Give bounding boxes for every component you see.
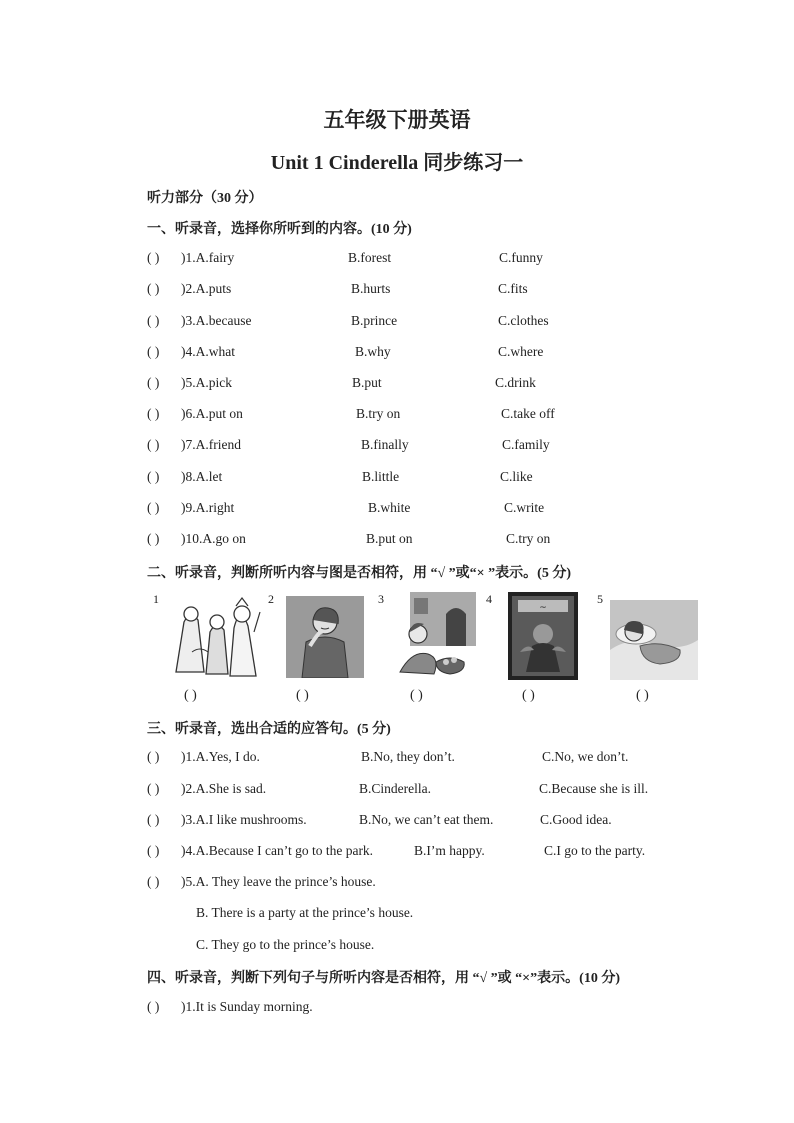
option-b: B.I’m happy. — [414, 843, 485, 858]
picture-number: 4 — [486, 592, 492, 606]
option-c: C.try on — [506, 531, 551, 546]
answer-blank[interactable]: ( ) — [147, 531, 160, 546]
option-b: B.why — [355, 344, 391, 359]
section3-heading: 三、听录音，选出合适的应答句。(5 分) — [147, 722, 391, 737]
answer-blank[interactable]: ( ) — [296, 688, 309, 703]
option-c: C.fits — [498, 281, 528, 296]
option-c: C.drink — [495, 375, 536, 390]
book-cover-icon — [508, 592, 578, 680]
option-a: )2.A.puts — [181, 281, 232, 296]
option-b: B.hurts — [351, 281, 391, 296]
picture-number: 3 — [378, 592, 384, 606]
option-b: B.white — [368, 500, 411, 515]
fairy-tale-scene-icon — [166, 592, 262, 680]
option-b: B.put — [352, 375, 382, 390]
option-a: )3.A.I like mushrooms. — [181, 812, 307, 827]
option-b: B.try on — [356, 406, 401, 421]
option-a: )1.A.fairy — [181, 250, 235, 265]
listening-header: 听力部分（30 分） — [147, 191, 263, 206]
picture-number: 5 — [597, 592, 603, 606]
svg-text:~: ~ — [539, 603, 547, 613]
answer-blank[interactable]: ( ) — [147, 313, 160, 328]
option-c: C. They go to the prince’s house. — [196, 937, 375, 952]
option-b: B.No, they don’t. — [361, 749, 455, 764]
option-a: )2.A.She is sad. — [181, 781, 267, 796]
answer-blank[interactable]: ( ) — [147, 469, 160, 484]
answer-blank[interactable]: ( ) — [147, 437, 160, 452]
option-a: )3.A.because — [181, 313, 252, 328]
section2-heading: 二、听录音，判断所听内容与图是否相符，用 “√ ”或“× ”表示。(5 分) — [147, 566, 571, 581]
answer-blank[interactable]: ( ) — [410, 688, 423, 703]
option-a: )7.A.friend — [181, 437, 241, 452]
page-subtitle: Unit 1 Cinderella 同步练习一 — [270, 152, 524, 174]
section4-heading: 四、听录音，判断下列句子与所听内容是否相符，用 “√ ”或 “×”表示。(10 分) — [147, 971, 620, 986]
option-c: C.clothes — [498, 313, 549, 328]
option-b: B. There is a party at the prince’s house. — [196, 905, 414, 920]
picture-number: 2 — [268, 592, 274, 606]
answer-blank[interactable]: ( ) — [147, 406, 160, 421]
answer-blank[interactable]: ( ) — [147, 250, 160, 265]
option-c: C.funny — [499, 250, 543, 265]
option-b: B.No, we can’t eat them. — [359, 812, 494, 827]
statement: )1.It is Sunday morning. — [181, 999, 313, 1014]
option-a: )9.A.right — [181, 500, 235, 515]
option-c: C.Good idea. — [540, 812, 612, 827]
answer-blank[interactable]: ( ) — [147, 500, 160, 515]
option-a: )8.A.let — [181, 469, 223, 484]
answer-blank[interactable]: ( ) — [522, 688, 535, 703]
option-c: C.like — [500, 469, 533, 484]
option-c: C.where — [498, 344, 544, 359]
sleeping-girl-icon — [610, 600, 698, 680]
answer-blank[interactable]: ( ) — [147, 843, 160, 858]
answer-blank[interactable]: ( ) — [147, 812, 160, 827]
option-b: B.little — [362, 469, 400, 484]
answer-blank[interactable]: ( ) — [147, 344, 160, 359]
option-b: B.Cinderella. — [359, 781, 431, 796]
cinderella-working-icon — [394, 592, 478, 678]
section1-heading: 一、听录音，选择你所听到的内容。(10 分) — [147, 222, 412, 237]
page-title: 五年级下册英语 — [323, 108, 471, 132]
option-a: )1.A.Yes, I do. — [181, 749, 260, 764]
option-c: C.I go to the party. — [544, 843, 646, 858]
answer-blank[interactable]: ( ) — [147, 874, 160, 889]
option-b: B.finally — [361, 437, 409, 452]
answer-blank[interactable]: ( ) — [147, 281, 160, 296]
option-a: )5.A.pick — [181, 375, 232, 390]
answer-blank[interactable]: ( ) — [147, 781, 160, 796]
option-c: C.No, we don’t. — [542, 749, 629, 764]
option-c: C.Because she is ill. — [539, 781, 649, 796]
picture-number: 1 — [153, 592, 159, 606]
option-c: C.write — [504, 500, 545, 515]
answer-blank[interactable]: ( ) — [147, 999, 160, 1014]
option-a: )4.A.what — [181, 344, 235, 359]
option-a: )10.A.go on — [181, 531, 246, 546]
option-c: C.family — [502, 437, 550, 452]
option-b: B.put on — [366, 531, 413, 546]
option-a: )5.A. They leave the prince’s house. — [181, 874, 376, 889]
option-b: B.forest — [348, 250, 392, 265]
option-b: B.prince — [351, 313, 398, 328]
answer-blank[interactable]: ( ) — [147, 749, 160, 764]
option-c: C.take off — [501, 406, 555, 421]
sad-woman-icon — [286, 596, 364, 678]
answer-blank[interactable]: ( ) — [147, 375, 160, 390]
answer-blank[interactable]: ( ) — [636, 688, 649, 703]
answer-blank[interactable]: ( ) — [184, 688, 197, 703]
option-a: )6.A.put on — [181, 406, 243, 421]
option-a: )4.A.Because I can’t go to the park. — [181, 843, 374, 858]
